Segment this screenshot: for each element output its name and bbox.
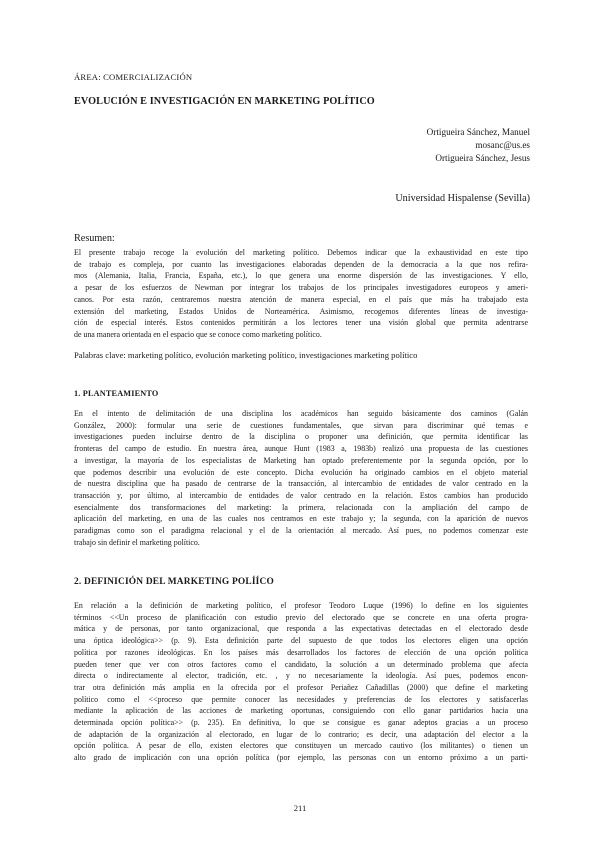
- text-line: directa o indirectamente al elector, tradición, etc. , y no necesariamente la ideología. Así pues, podemos encon-: [74, 671, 528, 681]
- paper-title: EVOLUCIÓN E INVESTIGACIÓN EN MARKETING POLÍTICO: [74, 96, 375, 107]
- text-line: de nuestra disciplina que ha pasado de centrarse de la transacción, al intercambio de entidades de valor centrado en la: [74, 479, 528, 489]
- text-line: extensión del marketing, Estados Unidos de Norteamérica. Asimismo, recogemos diferentes líneas de investiga-: [74, 306, 528, 316]
- text-line: paradigmas como son el paradigma relacional y el de la orientación al mercado. Así pues, no podemos comenzar este: [74, 526, 528, 536]
- text-line: opción política. A pesar de ello, existen electores que constituyen un mercado cautivo (los militantes) o tienen un: [74, 741, 528, 751]
- abstract-heading: Resumen:: [74, 233, 115, 244]
- author-block: [427, 126, 530, 166]
- text-line: canos. Por esta razón, centraremos nuestra atención de manera especial, en el país que más ha trabajado esta: [74, 294, 528, 304]
- text-line: mos (Alemania, Italia, Francia, España, etc.), lo que genera una enorme dispersión de las investigaciones. Y ello,: [74, 271, 528, 281]
- section-1-body: [74, 408, 528, 548]
- text-line: términos <<Un proceso de planificación con estudio previo del electorado que se concrete en una oferta progra-: [74, 612, 528, 622]
- text-line: a investigar, la mayoría de los especialistas de Marketing han optado preferentemente por la segunda opción, por lo: [74, 455, 528, 465]
- text-line: En el intento de delimitación de una disciplina los académicos han seguido básicamente dos caminos (Galán: [74, 409, 528, 418]
- area-label: ÁREA: COMERCIALIZACIÓN: [74, 72, 193, 82]
- text-line: alto grado de implicación con una opción política (por ejemplo, las personas con un entorno próximo a un parti-: [74, 753, 528, 763]
- page-number: 211: [293, 803, 307, 813]
- text-line: trabajo sin definir el marketing político.: [74, 537, 200, 547]
- text-line: mática y de personas, por tanto organizacional, que responda a las expectativas detectadas en el electorado desde: [74, 624, 528, 634]
- text-line: de adaptación de la organización al electorado, en lugar de lo contrario; es decir, una adaptación del elector a la: [74, 729, 528, 739]
- text-line: El presente trabajo recoge la evolución del marketing político. Debemos indicar que la exhaustividad en este tipo: [74, 248, 528, 257]
- text-line: pueden tener que ver con otros factores como el candidato, la solución a un determinado problema que afecta: [74, 659, 528, 669]
- text-line: una óptica ideológica>> (p. 9). Esta definición parte del supuesto de que todos los electores eligen una opción: [74, 636, 528, 646]
- author-email: mosanc@us.es: [475, 140, 530, 151]
- text-line: transacción y, por último, al intercambio de entidades de valor centrado en la relación. Estos cambios han producido: [74, 490, 528, 500]
- text-line: determinada opción política>> (p. 235). En definitiva, lo que se consigue es ganar adeptos gracias a un proceso: [74, 718, 528, 728]
- abstract-body: [74, 247, 528, 341]
- text-line: de una manera orientada en el espacio que se conoce como marketing político.: [74, 329, 322, 339]
- text-line: que podemos describir una evolución de este concepto. Dicha evolución ha originado cambios en el objeto material: [74, 467, 528, 477]
- text-line: a pesar de los esfuerzos de Newman por integrar los trabajos de los principales investigadores europeos y ameri-: [74, 283, 528, 293]
- text-line: mediante la aplicación de las acciones de marketing oportunas, consiguiendo con ello ganar partidarios hacia una: [74, 706, 528, 716]
- text-line: aplicación del marketing, en una de las cuales nos centramos en este trabajo y; la segunda, con la aparición de nuevos: [74, 514, 528, 524]
- text-line: política por razones ideológicas. En los países más desarrollados los factores de elección de una opción política: [74, 647, 528, 657]
- text-line: trar otra definición más amplia en la ofrecida por el profesor Periañez Cañadillas (2000) que define el marketing: [74, 682, 528, 692]
- text-line: de trabajo es compleja, por cuanto las investigaciones elaboradas dependen de la democracia a la que nos refira-: [74, 259, 528, 269]
- section-heading-1: 1. PLANTEAMIENTO: [74, 389, 159, 398]
- text-line: investigaciones pueden incluirse dentro de la disciplina o proponer una definición, que permita identificar las: [74, 432, 528, 442]
- text-line: político como el <<proceso que permite conocer las necesidades y preferencias de los electores y satisfacerlas: [74, 694, 528, 704]
- keywords: Palabras clave: marketing político, evolución marketing político, investigaciones marketing político: [74, 350, 418, 360]
- text-line: esencialmente dos transformaciones del marketing: la primera, relacionada con la ampliación del campo de: [74, 502, 528, 512]
- text-line: González, 2000): formular una serie de cuestiones fundamentales, que sirvan para discriminar qué temas e: [74, 420, 528, 430]
- section-heading-2: 2. DEFINICIÓN DEL MARKETING POLÍÍCO: [74, 577, 274, 587]
- section-2-body: [74, 600, 528, 764]
- author-name: Ortigueira Sánchez, Jesus: [435, 153, 530, 164]
- affiliation: Universidad Hispalense (Sevilla): [395, 193, 530, 204]
- text-line: ción de especial interés. Estos contenidos permitirán a los lectores tener una visión global que permita adentrarse: [74, 318, 528, 328]
- text-line: fronteras del campo de estudio. En nuestra área, aunque Hunt (1983 a, 1983b) realizó una propuesta de las cuestiones: [74, 444, 528, 454]
- text-line: En relación a la definición de marketing político, el profesor Teodoro Luque (1996) lo define en los siguientes: [74, 601, 528, 610]
- author-name: Ortigueira Sánchez, Manuel: [426, 127, 530, 137]
